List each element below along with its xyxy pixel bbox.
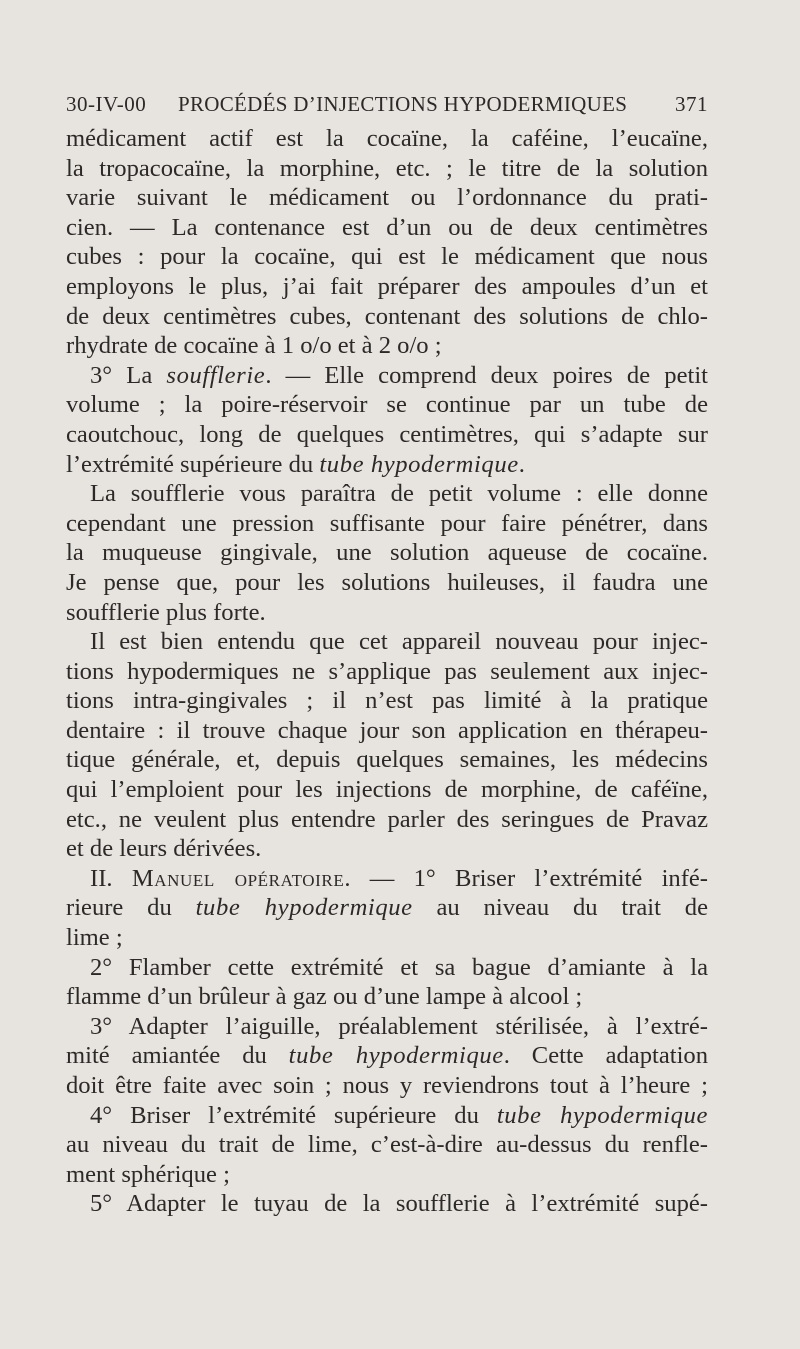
text-line: 2° Flamber cette extrémité et sa bague d’amiante à la — [90, 953, 708, 981]
text-line: volume ; la poire-réservoir se continue par un tube de — [66, 391, 708, 419]
text-line: cependant une pression suffisante pour faire pénétrer, dans — [66, 509, 708, 537]
italic-term: tube hypodermique — [319, 450, 519, 478]
italic-term: tube hypodermique — [288, 1042, 504, 1070]
text-line: soufflerie plus forte. — [66, 598, 266, 626]
text-run: . Cette adaptation — [503, 1042, 708, 1070]
text-run: 3° La — [90, 361, 167, 389]
text-line: lime ; — [66, 924, 123, 952]
running-header — [66, 86, 708, 122]
text-run: . — [518, 450, 525, 478]
header-date: 30-IV-00 — [66, 92, 147, 116]
text-line: flamme d’un brûleur à gaz ou d’une lampe à alcool ; — [66, 983, 583, 1011]
text-line: ment sphérique ; — [66, 1160, 230, 1188]
text-line — [66, 361, 708, 391]
body-text — [66, 124, 708, 1219]
text-line — [66, 893, 708, 923]
text-run: mité amiantée du — [66, 1042, 289, 1070]
italic-term: tube hypodermique — [496, 1101, 708, 1129]
text-run: au niveau du trait de — [412, 894, 709, 922]
text-line: la muqueuse gingivale, une solution aqueuse de cocaïne. — [66, 539, 708, 567]
text-line: tions hypodermiques ne s’applique pas seulement aux injec- — [66, 657, 708, 685]
text-line: la tropacocaïne, la morphine, etc. ; le titre de la solution — [66, 154, 708, 182]
text-line: doit être faite avec soin ; nous y reviendrons tout à l’heure ; — [66, 1072, 708, 1099]
text-line — [66, 1101, 708, 1131]
text-line: tique générale, et, depuis quelques semaines, les médecins — [66, 746, 708, 774]
text-line: employons le plus, j’ai fait préparer des ampoules d’un et — [66, 272, 708, 300]
text-run: l’extrémité supérieure du — [66, 450, 320, 478]
text-line: La soufflerie vous paraîtra de petit volume : elle donne — [90, 480, 708, 508]
text-run: . — 1° Briser l’extrémité infé- — [344, 864, 708, 892]
text-line — [66, 864, 708, 894]
italic-term: soufflerie — [166, 361, 266, 389]
text-line: dentaire : il trouve chaque jour son application en thérapeu- — [66, 716, 708, 744]
text-line: au niveau du trait de lime, c’est-à-dire au-dessus du renfle- — [66, 1131, 708, 1159]
text-line: varie suivant le médicament ou l’ordonnance du prati- — [66, 184, 708, 212]
page-number: 371 — [675, 92, 708, 116]
text-run: 4° Briser l’extrémité supérieure du — [90, 1101, 497, 1129]
text-line: cubes : pour la cocaïne, qui est le médicament que nous — [66, 243, 708, 271]
text-line: Il est bien entendu que cet appareil nouveau pour injec- — [90, 628, 708, 656]
text-line: caoutchouc, long de quelques centimètres, qui s’adapte sur — [66, 420, 708, 448]
italic-term: tube hypodermique — [195, 894, 413, 922]
text-line: et de leurs dérivées. — [66, 835, 262, 863]
text-line: 3° Adapter l’aiguille, préalablement stérilisée, à l’extré- — [90, 1012, 708, 1040]
text-line: Je pense que, pour les solutions huileuses, il faudra une — [66, 568, 708, 596]
text-line: cien. — La contenance est d’un ou de deux centimètres — [66, 213, 708, 241]
text-line: etc., ne veulent plus entendre parler des seringues de Pravaz — [66, 805, 708, 833]
text-run: II. — [90, 864, 132, 892]
text-line: rhydrate de cocaïne à 1 o/o et à 2 o/o ; — [66, 332, 442, 360]
text-line: médicament actif est la cocaïne, la caféine, l’eucaïne, — [66, 125, 708, 152]
text-run: rieure du — [66, 894, 196, 922]
section-heading: Manuel opératoire — [131, 864, 345, 892]
text-line: de deux centimètres cubes, contenant des solutions de chlo- — [66, 302, 708, 330]
text-run: . — Elle comprend deux poires de petit — [265, 361, 708, 389]
header-title: PROCÉDÉS D’INJECTIONS HYPODERMIQUES — [178, 92, 628, 116]
text-line — [66, 1041, 708, 1071]
text-line: tions intra-gingivales ; il n’est pas limité à la pratique — [66, 687, 708, 715]
text-line: qui l’emploient pour les injections de morphine, de caféïne, — [66, 776, 708, 804]
text-line — [66, 450, 708, 480]
text-line: 5° Adapter le tuyau de la soufflerie à l’extrémité supé- — [90, 1190, 708, 1218]
